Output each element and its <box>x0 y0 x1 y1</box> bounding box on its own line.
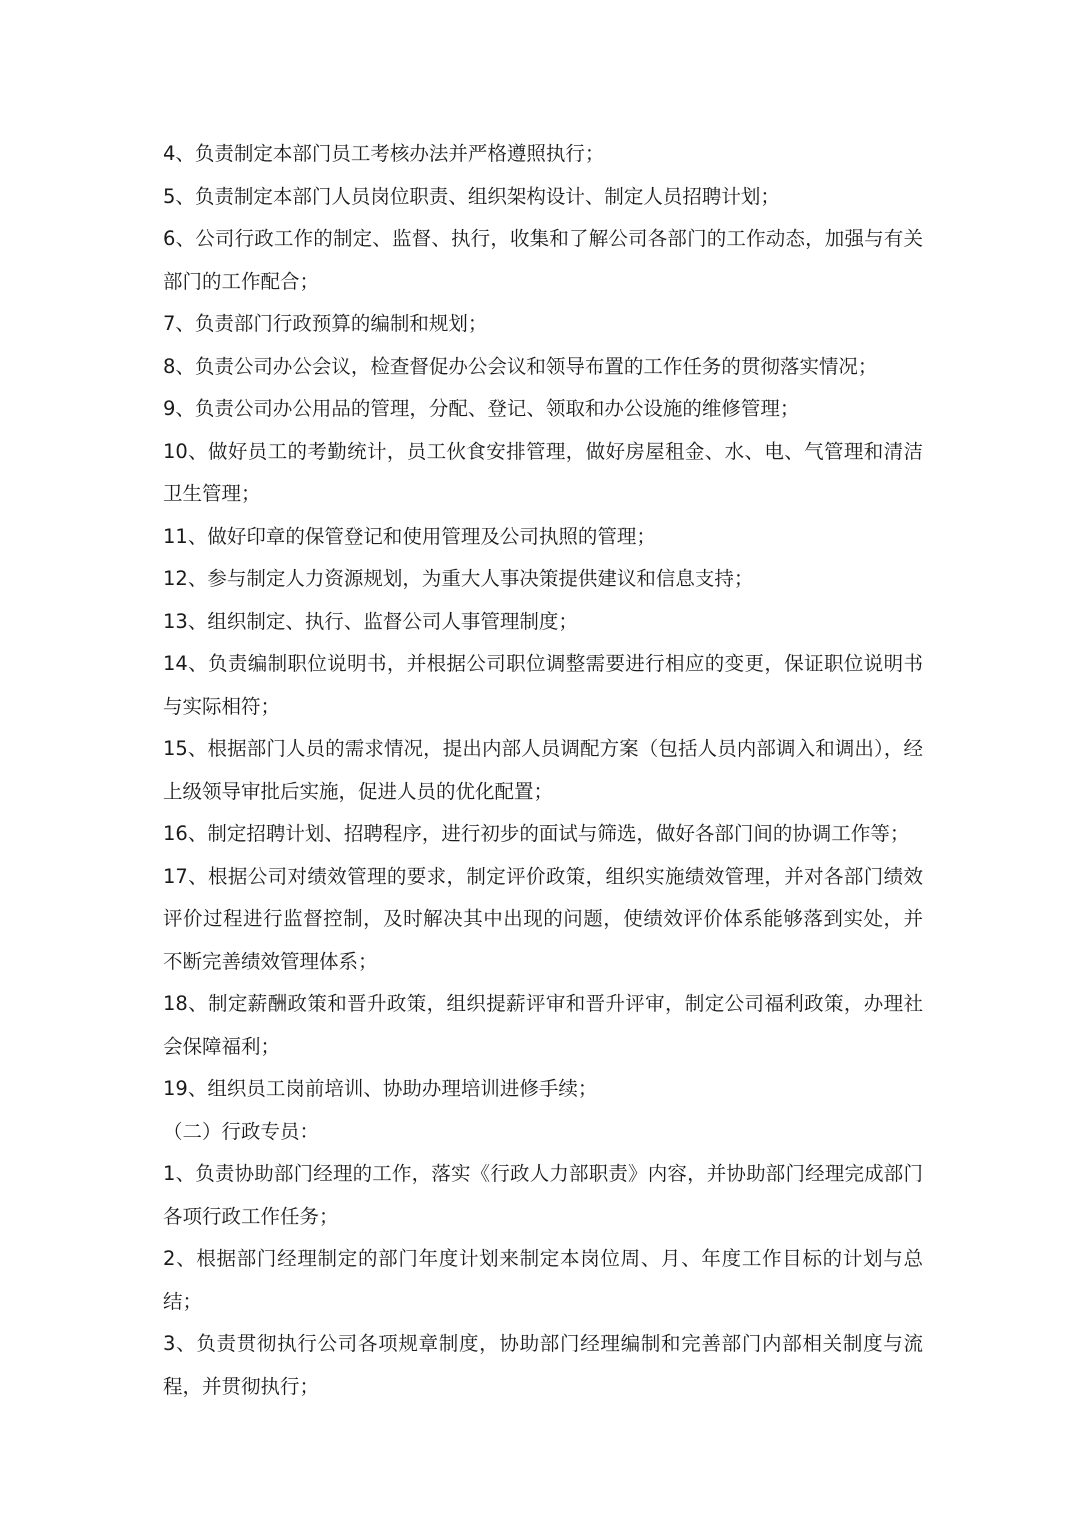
list-item: 10、做好员工的考勤统计，员工伙食安排管理，做好房屋租金、水、电、气管理和清洁卫生管理； <box>163 439 923 505</box>
list-item: 17、根据公司对绩效管理的要求，制定评价政策，组织实施绩效管理，并对各部门绩效评价过程进行监督控制，及时解决其中出现的问题，使绩效评价体系能够落到实处，并不断完善绩效管理体系； <box>163 864 923 973</box>
list-item: 5、负责制定本部门人员岗位职责、组织架构设计、制定人员招聘计划； <box>163 184 780 208</box>
list-item: 14、负责编制职位说明书，并根据公司职位调整需要进行相应的变更，保证职位说明书与实际相符； <box>163 652 923 718</box>
section-heading: （二）行政专员： <box>163 1119 320 1143</box>
list-item: 16、制定招聘计划、招聘程序，进行初步的面试与筛选，做好各部门间的协调工作等； <box>163 822 910 845</box>
list-item: 9、负责公司办公用品的管理，分配、登记、领取和办公设施的维修管理； <box>163 397 800 420</box>
list-item: 13、组织制定、执行、监督公司人事管理制度； <box>163 609 578 633</box>
list-item: 2、根据部门经理制定的部门年度计划来制定本岗位周、月、年度工作目标的计划与总结； <box>163 1247 923 1313</box>
list-item: 12、参与制定人力资源规划，为重大人事决策提供建议和信息支持； <box>163 567 754 590</box>
list-item: 18、制定薪酬政策和晋升政策，组织提薪评审和晋升评审，制定公司福利政策，办理社会保障福利； <box>163 992 923 1058</box>
document-body <box>163 133 923 1408</box>
list-item: 19、组织员工岗前培训、协助办理培训进修手续； <box>163 1077 598 1100</box>
list-item: 3、负责贯彻执行公司各项规章制度，协助部门经理编制和完善部门内部相关制度与流程，并贯彻执行； <box>163 1332 923 1398</box>
list-item: 7、负责部门行政预算的编制和规划； <box>163 312 488 335</box>
list-item: 4、负责制定本部门员工考核办法并严格遵照执行； <box>163 142 605 165</box>
list-item: 11、做好印章的保管登记和使用管理及公司执照的管理； <box>163 524 656 548</box>
list-item: 1、负责协助部门经理的工作，落实《行政人力部职责》内容，并协助部门经理完成部门各项行政工作任务； <box>163 1162 923 1228</box>
list-item: 6、公司行政工作的制定、监督、执行，收集和了解公司各部门的工作动态，加强与有关部门的工作配合； <box>163 227 923 293</box>
list-item: 15、根据部门人员的需求情况，提出内部人员调配方案（包括人员内部调入和调出），经上级领导审批后实施，促进人员的优化配置； <box>163 737 923 803</box>
list-item: 8、负责公司办公会议，检查督促办公会议和领导布置的工作任务的贯彻落实情况； <box>163 354 878 378</box>
